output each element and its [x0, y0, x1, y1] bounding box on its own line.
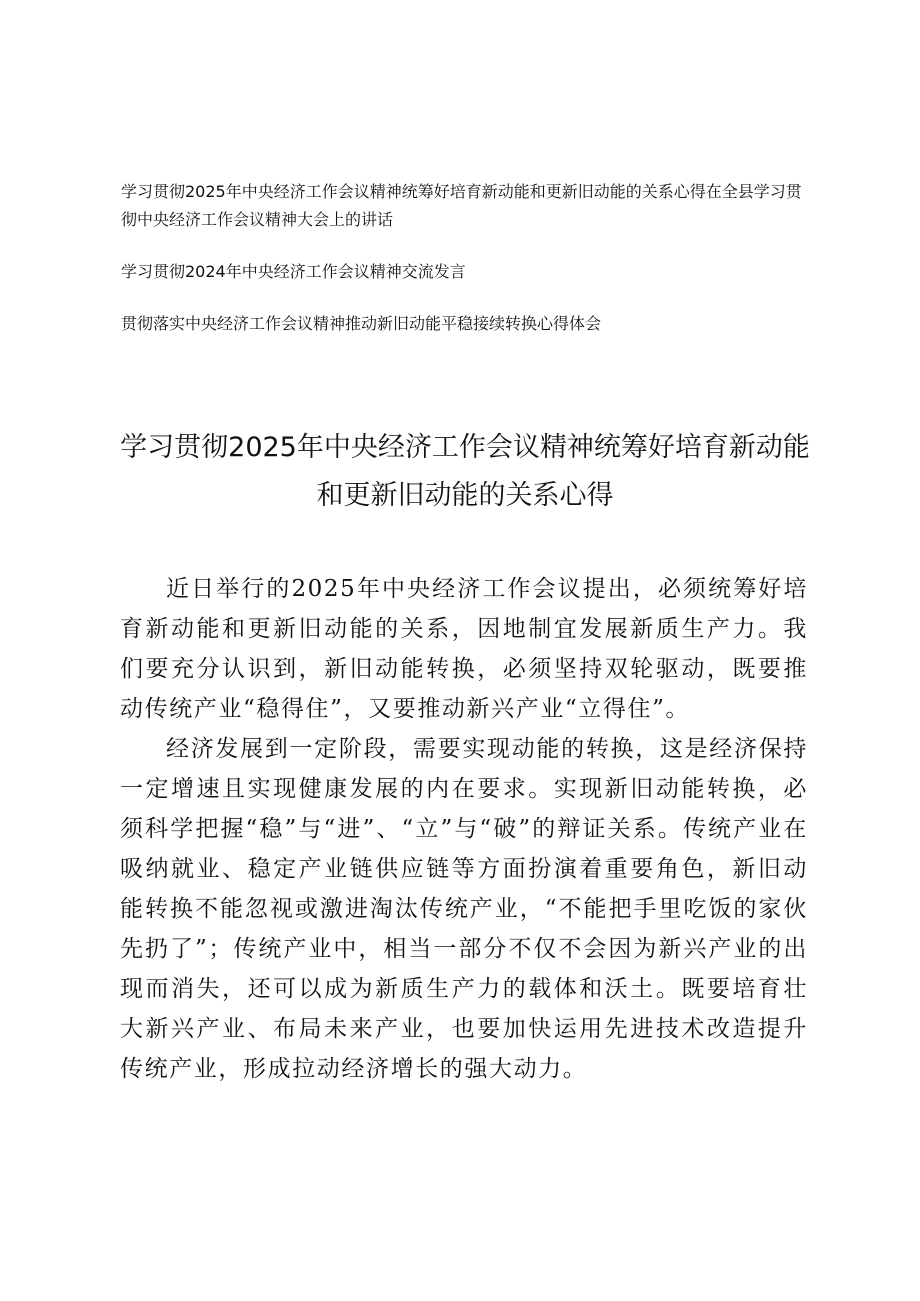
table-of-contents: [121, 178, 811, 362]
article-title: 学习贯彻2025年中央经济工作会议精神统筹好培育新动能和更新旧动能的关系心得: [120, 432, 810, 511]
toc-item: 学习贯彻2024年中央经济工作会议精神交流发言: [121, 262, 466, 281]
article-body: [120, 569, 808, 1089]
toc-item: 学习贯彻2025年中央经济工作会议精神统筹好培育新动能和更新旧动能的关系心得在全县学习贯彻中央经济工作会议精神大会上的讲话: [121, 182, 802, 229]
paragraph: 近日举行的2025年中央经济工作会议提出，必须统筹好培育新动能和更新旧动能的关系，因地制宜发展新质生产力。我们要充分认识到，新旧动能转换，必须坚持双轮驱动，既要推动传统产业“稳得住”，又要推动新兴产业“立得住”。: [120, 576, 808, 722]
toc-item: 贯彻落实中央经济工作会议精神推动新旧动能平稳接续转换心得体会: [121, 314, 602, 333]
paragraph: 经济发展到一定阶段，需要实现动能的转换，这是经济保持一定增速且实现健康发展的内在要求。实现新旧动能转换，必须科学把握“稳”与“进”、“立”与“破”的辩证关系。传统产业在吸纳就业、稳定产业链供应链等方面扮演着重要角色，新旧动能转换不能忽视或激进淘汰传统产业，“不能把手里吃饭的家伙先扔了”；传统产业中，相当一部分不仅不会因为新兴产业的出现而消失，还可以成为新质生产力的载体和沃土。既要培育壮大新兴产业、布局未来产业，也要加快运用先进技术改造提升传统产业，形成拉动经济增长的强大动力。: [120, 736, 808, 1082]
